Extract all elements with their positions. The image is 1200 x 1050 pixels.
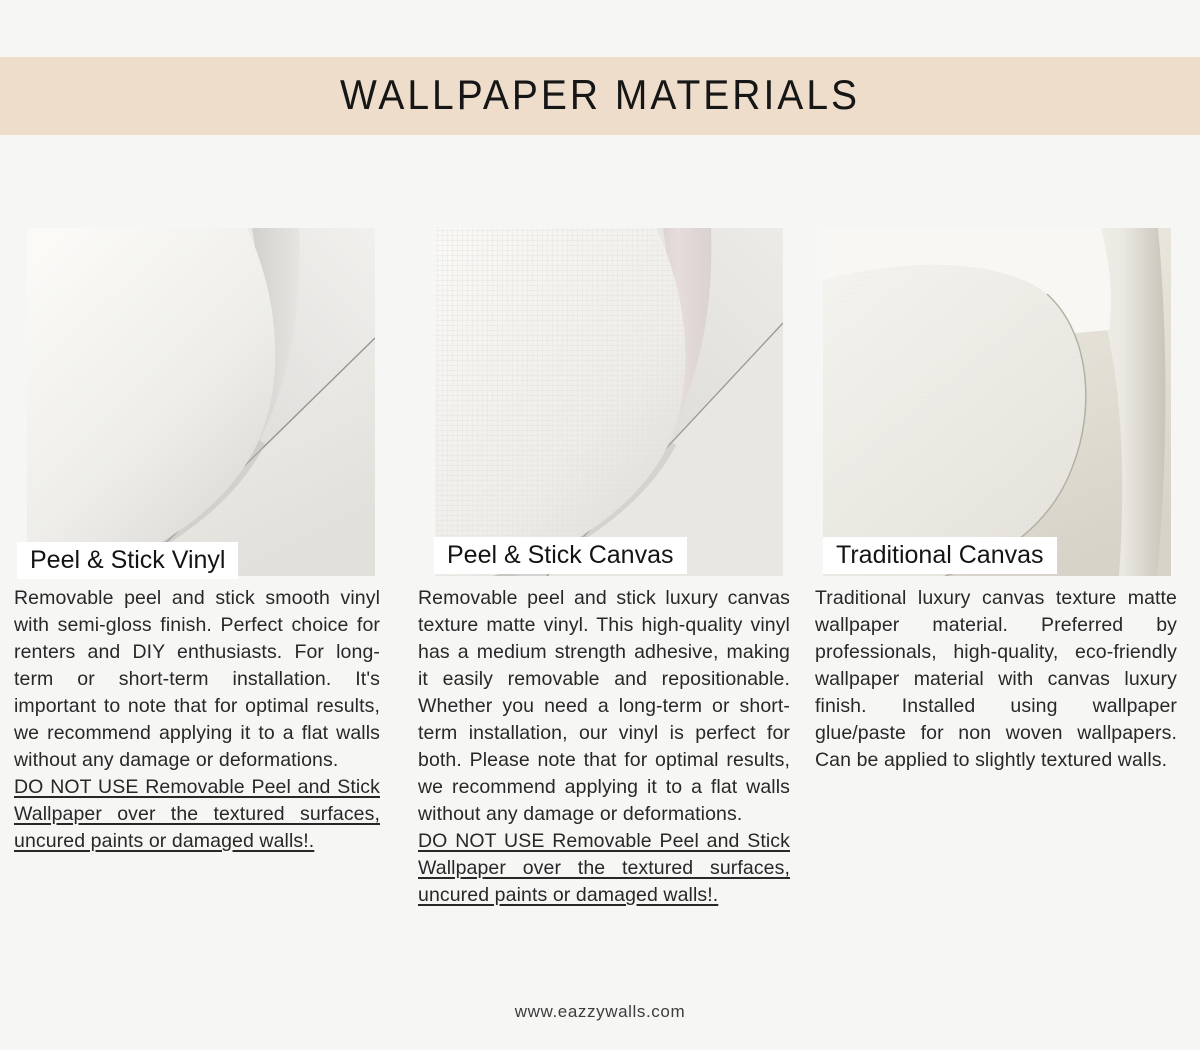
material-description: Traditional luxury canvas texture matte wallpaper material. Preferred by professionals, high-quality, eco-friendly wallpaper material with canvas luxury finish. Installed using wallpaper glue/paste for non woven wallpapers. Can be applied to slightly textured walls. — [815, 587, 1177, 771]
traditional-canvas-sample-image — [823, 228, 1171, 576]
material-card-traditional-canvas — [815, 228, 1177, 988]
material-text — [14, 585, 380, 855]
material-label: Peel & Stick Canvas — [434, 537, 687, 574]
footer-url: www.eazzywalls.com — [514, 1002, 686, 1021]
canvas-vinyl-sample-image — [435, 228, 783, 576]
material-label: Traditional Canvas — [823, 537, 1057, 574]
curled-vinyl-illustration — [27, 228, 375, 576]
footer — [0, 1002, 1200, 1022]
material-card-peel-stick-canvas — [418, 228, 790, 988]
material-warning: DO NOT USE Removable Peel and Stick Wallpaper over the textured surfaces, uncured paints or damaged walls!. — [418, 830, 790, 906]
page-title: WALLPAPER MATERIALS — [339, 72, 861, 119]
material-card-peel-stick-vinyl — [14, 228, 380, 988]
header-banner — [0, 57, 1200, 135]
material-description: Removable peel and stick luxury canvas texture matte vinyl. This high-quality vinyl has a medium strength adhesive, making it easily removable and repositionable. Whether you need a long-term or short-term installation, our vinyl is perfect for both. Please note that for optimal results, we recommend applying it to a flat walls without any damage or deformations. — [418, 587, 790, 825]
material-warning: DO NOT USE Removable Peel and Stick Wallpaper over the textured surfaces, uncured paints or damaged walls!. — [14, 776, 380, 852]
vinyl-sample-image — [27, 228, 375, 576]
material-text — [815, 585, 1177, 774]
material-label: Peel & Stick Vinyl — [17, 542, 238, 579]
material-description: Removable peel and stick smooth vinyl with semi-gloss finish. Perfect choice for renters and DIY enthusiasts. For long-term or short-term installation. It's important to note that for optimal results, we recommend applying it to a flat walls without any damage or deformations. — [14, 587, 380, 771]
curled-canvas-vinyl-illustration — [435, 228, 783, 576]
material-text — [418, 585, 790, 909]
curled-traditional-canvas-illustration — [823, 228, 1171, 576]
